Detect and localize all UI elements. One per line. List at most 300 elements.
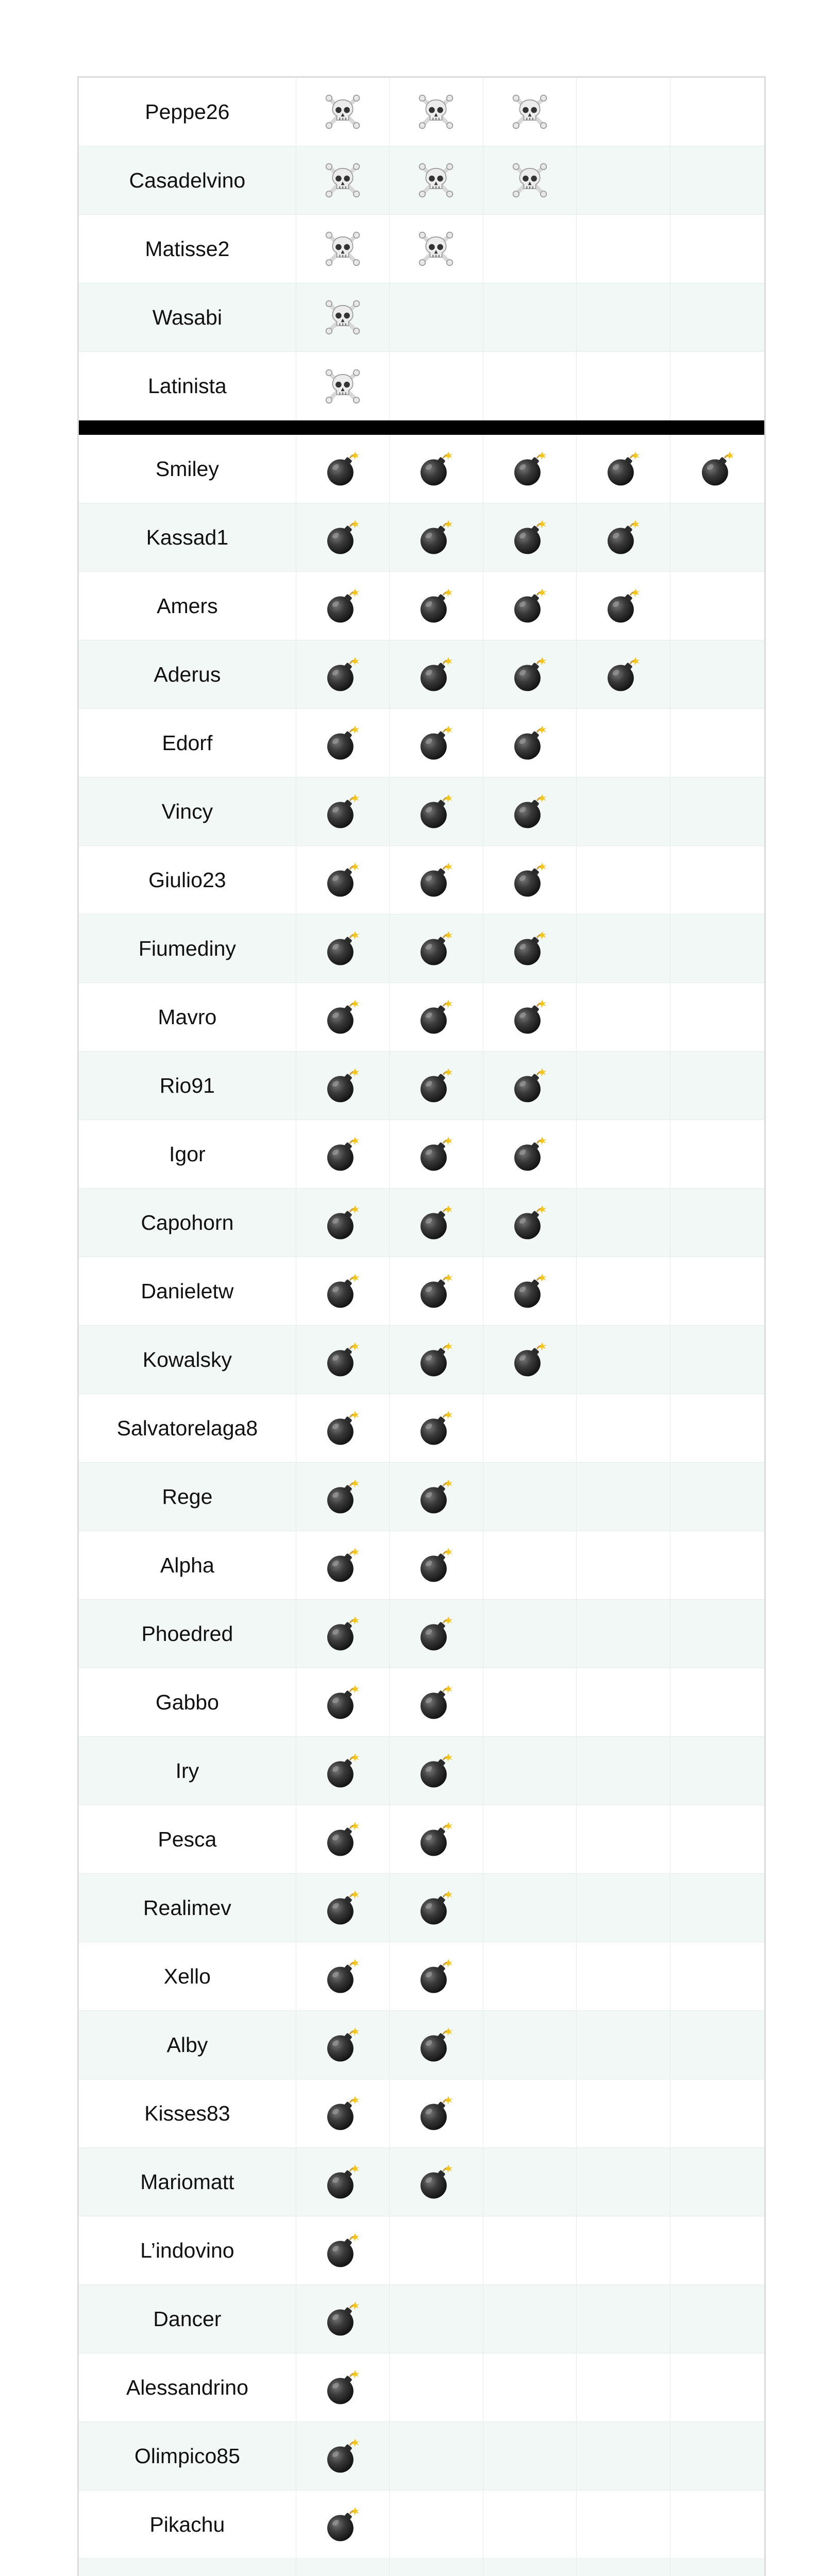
- marker-cell: [670, 2422, 764, 2490]
- bomb-icon: [511, 1135, 549, 1173]
- marker-cell: [296, 1394, 390, 1462]
- table-row: [79, 1394, 764, 1463]
- player-name: Kowalsky: [79, 1326, 296, 1394]
- bomb-icon: [417, 518, 455, 556]
- marker-cell: [670, 1394, 764, 1462]
- marker-cell: [390, 1120, 483, 1188]
- skull-crossbones-icon: [417, 230, 455, 268]
- marker-cell: [296, 640, 390, 708]
- bomb-icon: [511, 587, 549, 625]
- marker-cell: [483, 1257, 577, 1325]
- marker-cell: [483, 2216, 577, 2284]
- player-name: Rio91: [79, 1052, 296, 1120]
- bomb-icon: [417, 2163, 455, 2201]
- marker-cell: [577, 1326, 670, 1394]
- marker-cell: [296, 2011, 390, 2079]
- bomb-icon: [417, 1066, 455, 1105]
- marker-cell: [483, 352, 577, 420]
- marker-cell: [390, 1326, 483, 1394]
- marker-cell: [577, 1463, 670, 1531]
- marker-cell: [390, 1805, 483, 1873]
- marker-cell: [577, 352, 670, 420]
- marker-cell: [296, 215, 390, 283]
- marker-cell: [296, 1942, 390, 2010]
- table-row: [79, 983, 764, 1052]
- bomb-icon: [604, 655, 642, 693]
- marker-cell: [670, 283, 764, 351]
- bomb-icon: [324, 450, 362, 488]
- marker-cell: [670, 2559, 764, 2576]
- marker-cell: [483, 709, 577, 777]
- marker-cell: [670, 1737, 764, 1805]
- table-row: [79, 640, 764, 709]
- table-row: [79, 1463, 764, 1531]
- marker-cell: [577, 2353, 670, 2421]
- marker-cell: [670, 435, 764, 503]
- skull-crossbones-icon: [417, 93, 455, 131]
- bomb-icon: [324, 1341, 362, 1379]
- bomb-icon: [417, 1204, 455, 1242]
- bomb-icon: [324, 2026, 362, 2064]
- bomb-icon: [324, 655, 362, 693]
- table-row: [79, 1942, 764, 2011]
- marker-cell: [670, 1874, 764, 1942]
- marker-cell: [670, 503, 764, 571]
- marker-cell: [390, 1668, 483, 1736]
- marker-cell: [483, 1805, 577, 1873]
- table-row: [79, 352, 764, 420]
- bomb-icon: [698, 450, 736, 488]
- player-name: Fiumediny: [79, 914, 296, 982]
- marker-cell: [296, 2559, 390, 2576]
- marker-cell: [670, 1120, 764, 1188]
- marker-cell: [483, 1737, 577, 1805]
- bomb-icon: [324, 2368, 362, 2406]
- table-row: [79, 1668, 764, 1737]
- table-row: [79, 1531, 764, 1600]
- marker-cell: [670, 1463, 764, 1531]
- marker-cell: [577, 1668, 670, 1736]
- marker-cell: [483, 914, 577, 982]
- player-name: Xello: [79, 1942, 296, 2010]
- marker-cell: [483, 1394, 577, 1462]
- marker-cell: [670, 1052, 764, 1120]
- marker-cell: [670, 1531, 764, 1599]
- player-name: Olimpico85: [79, 2422, 296, 2490]
- bomb-icon: [417, 1889, 455, 1927]
- marker-cell: [577, 846, 670, 914]
- marker-cell: [483, 1874, 577, 1942]
- marker-cell: [483, 572, 577, 640]
- bomb-icon: [324, 1546, 362, 1584]
- marker-cell: [296, 435, 390, 503]
- bomb-icon: [511, 1272, 549, 1310]
- marker-cell: [390, 1394, 483, 1462]
- bomb-icon: [511, 1066, 549, 1105]
- table-row: [79, 283, 764, 352]
- player-name: Latinista: [79, 352, 296, 420]
- table-row: [79, 1805, 764, 1874]
- bomb-icon: [511, 998, 549, 1036]
- bomb-icon: [324, 1683, 362, 1721]
- skull-crossbones-icon: [324, 93, 362, 131]
- bomb-icon: [511, 724, 549, 762]
- marker-cell: [577, 1531, 670, 1599]
- marker-cell: [296, 1805, 390, 1873]
- marker-cell: [390, 1463, 483, 1531]
- marker-cell: [390, 2011, 483, 2079]
- player-name: Kisses83: [79, 2079, 296, 2147]
- table-row: [79, 78, 764, 146]
- player-name: Iry: [79, 1737, 296, 1805]
- bomb-icon: [511, 655, 549, 693]
- marker-cell: [296, 503, 390, 571]
- marker-cell: [296, 1052, 390, 1120]
- marker-cell: [390, 503, 483, 571]
- bomb-icon: [417, 1409, 455, 1447]
- player-name: Wasabi: [79, 283, 296, 351]
- marker-cell: [670, 1942, 764, 2010]
- table-row: [79, 914, 764, 983]
- marker-cell: [577, 1737, 670, 1805]
- player-name: Igor: [79, 1120, 296, 1188]
- marker-cell: [483, 640, 577, 708]
- bomb-icon: [324, 861, 362, 899]
- bomb-icon: [417, 1546, 455, 1584]
- table-row: [79, 1257, 764, 1326]
- bomb-icon: [604, 450, 642, 488]
- bomb-icon: [511, 861, 549, 899]
- marker-cell: [577, 146, 670, 214]
- player-name: Mavro: [79, 983, 296, 1051]
- bomb-icon: [417, 1341, 455, 1379]
- table-row: [79, 1120, 764, 1189]
- marker-cell: [670, 846, 764, 914]
- marker-cell: [670, 2148, 764, 2216]
- marker-cell: [296, 1874, 390, 1942]
- player-name: Vincy: [79, 777, 296, 845]
- marker-cell: [390, 1737, 483, 1805]
- bomb-icon: [511, 1341, 549, 1379]
- skull-crossbones-icon: [511, 93, 549, 131]
- marker-cell: [483, 983, 577, 1051]
- marker-cell: [296, 1326, 390, 1394]
- marker-cell: [670, 146, 764, 214]
- table-row: [79, 1737, 764, 1805]
- player-name: L’indovino: [79, 2216, 296, 2284]
- player-name: Dancer: [79, 2285, 296, 2353]
- marker-cell: [390, 1600, 483, 1668]
- skull-crossbones-icon: [324, 367, 362, 405]
- table-row: [79, 2422, 764, 2490]
- table-row: [79, 2079, 764, 2148]
- marker-cell: [577, 2216, 670, 2284]
- marker-cell: [577, 1394, 670, 1462]
- marker-cell: [670, 1326, 764, 1394]
- marker-cell: [296, 352, 390, 420]
- marker-cell: [483, 435, 577, 503]
- scoreboard: [77, 76, 766, 2576]
- table-row: [79, 435, 764, 503]
- marker-cell: [483, 846, 577, 914]
- skull-crossbones-icon: [324, 298, 362, 336]
- table-row: [79, 1326, 764, 1394]
- marker-cell: [296, 1668, 390, 1736]
- player-name: Peppe26: [79, 78, 296, 146]
- player-name: Mariomatt: [79, 2148, 296, 2216]
- marker-cell: [390, 146, 483, 214]
- table-row: [79, 2490, 764, 2559]
- marker-cell: [577, 215, 670, 283]
- marker-cell: [390, 352, 483, 420]
- marker-cell: [670, 2011, 764, 2079]
- marker-cell: [390, 78, 483, 146]
- marker-cell: [670, 709, 764, 777]
- marker-cell: [390, 283, 483, 351]
- marker-cell: [670, 2285, 764, 2353]
- marker-cell: [296, 2216, 390, 2284]
- marker-cell: [390, 914, 483, 982]
- marker-cell: [390, 846, 483, 914]
- player-name: Aderus: [79, 640, 296, 708]
- marker-cell: [296, 1531, 390, 1599]
- player-name: Pikachu: [79, 2490, 296, 2558]
- bomb-icon: [417, 2094, 455, 2132]
- player-name: Capohorn: [79, 1189, 296, 1257]
- marker-cell: [390, 2559, 483, 2576]
- marker-cell: [483, 78, 577, 146]
- marker-cell: [390, 2353, 483, 2421]
- marker-cell: [577, 2559, 670, 2576]
- bomb-icon: [324, 1272, 362, 1310]
- bomb-icon: [324, 2437, 362, 2475]
- table-row: [79, 503, 764, 572]
- marker-cell: [670, 640, 764, 708]
- skull-crossbones-icon: [324, 230, 362, 268]
- bomb-icon: [324, 1135, 362, 1173]
- player-name: Alby: [79, 2011, 296, 2079]
- bomb-icon: [417, 1957, 455, 1995]
- marker-cell: [296, 1600, 390, 1668]
- marker-cell: [483, 2353, 577, 2421]
- bomb-icon: [417, 1683, 455, 1721]
- marker-cell: [296, 1737, 390, 1805]
- marker-cell: [390, 1942, 483, 2010]
- player-name: Salvatorelaga8: [79, 1394, 296, 1462]
- marker-cell: [390, 1189, 483, 1257]
- marker-cell: [390, 1052, 483, 1120]
- marker-cell: [296, 1189, 390, 1257]
- marker-cell: [577, 983, 670, 1051]
- marker-cell: [483, 1942, 577, 2010]
- bomb-icon: [324, 2505, 362, 2544]
- marker-cell: [390, 1531, 483, 1599]
- table-row: [79, 1600, 764, 1668]
- marker-cell: [670, 1668, 764, 1736]
- marker-cell: [577, 1189, 670, 1257]
- bomb-icon: [604, 587, 642, 625]
- bomb-icon: [417, 929, 455, 968]
- marker-cell: [483, 1189, 577, 1257]
- marker-cell: [483, 283, 577, 351]
- table-row: [79, 2216, 764, 2285]
- bomb-icon: [511, 450, 549, 488]
- bomb-icon: [417, 587, 455, 625]
- marker-cell: [670, 2216, 764, 2284]
- marker-cell: [296, 78, 390, 146]
- bomb-icon: [417, 1272, 455, 1310]
- marker-cell: [670, 914, 764, 982]
- marker-cell: [670, 983, 764, 1051]
- marker-cell: [670, 215, 764, 283]
- marker-cell: [390, 572, 483, 640]
- table-row: [79, 1189, 764, 1257]
- marker-cell: [390, 709, 483, 777]
- marker-cell: [390, 2285, 483, 2353]
- table-row: [79, 1052, 764, 1120]
- bomb-icon: [324, 998, 362, 1036]
- marker-cell: [296, 2285, 390, 2353]
- player-name: Danieletw: [79, 1257, 296, 1325]
- table-row: [79, 777, 764, 846]
- marker-cell: [670, 78, 764, 146]
- marker-cell: [577, 914, 670, 982]
- marker-cell: [390, 2490, 483, 2558]
- marker-cell: [577, 1805, 670, 1873]
- player-name: Pesca: [79, 1805, 296, 1873]
- marker-cell: [483, 2559, 577, 2576]
- player-name: Matisse2: [79, 215, 296, 283]
- marker-cell: [670, 1600, 764, 1668]
- table-row: [79, 2011, 764, 2079]
- bomb-icon: [324, 724, 362, 762]
- bomb-icon: [324, 792, 362, 831]
- marker-cell: [390, 2148, 483, 2216]
- marker-cell: [296, 1463, 390, 1531]
- bomb-icon: [511, 792, 549, 831]
- table-row: [79, 215, 764, 283]
- marker-cell: [483, 2011, 577, 2079]
- player-name: Amers: [79, 572, 296, 640]
- marker-cell: [390, 640, 483, 708]
- marker-cell: [296, 983, 390, 1051]
- bomb-icon: [417, 655, 455, 693]
- marker-cell: [483, 2148, 577, 2216]
- skull-crossbones-icon: [324, 161, 362, 199]
- bomb-icon: [324, 2163, 362, 2201]
- marker-cell: [577, 2011, 670, 2079]
- bomb-icon: [324, 1752, 362, 1790]
- marker-cell: [390, 215, 483, 283]
- marker-cell: [577, 709, 670, 777]
- bomb-icon: [417, 1135, 455, 1173]
- bomb-icon: [417, 1752, 455, 1790]
- marker-cell: [390, 983, 483, 1051]
- bomb-icon: [324, 1889, 362, 1927]
- marker-cell: [296, 777, 390, 845]
- marker-cell: [577, 1052, 670, 1120]
- bomb-icon: [324, 1820, 362, 1858]
- group-divider: [79, 420, 764, 435]
- marker-cell: [296, 709, 390, 777]
- player-name: [79, 2559, 296, 2576]
- marker-cell: [577, 1942, 670, 2010]
- bomb-icon: [417, 1820, 455, 1858]
- marker-cell: [296, 146, 390, 214]
- skull-crossbones-icon: [417, 161, 455, 199]
- bomb-icon: [417, 998, 455, 1036]
- player-name: Realimev: [79, 1874, 296, 1942]
- bomb-icon: [324, 1478, 362, 1516]
- marker-cell: [296, 2422, 390, 2490]
- marker-cell: [670, 572, 764, 640]
- marker-cell: [296, 846, 390, 914]
- marker-cell: [483, 1531, 577, 1599]
- marker-cell: [390, 1874, 483, 1942]
- marker-cell: [483, 215, 577, 283]
- skull-crossbones-icon: [511, 161, 549, 199]
- marker-cell: [670, 1189, 764, 1257]
- marker-cell: [296, 2148, 390, 2216]
- marker-cell: [296, 1120, 390, 1188]
- bomb-icon: [417, 450, 455, 488]
- marker-cell: [296, 2353, 390, 2421]
- player-name: Casadelvino: [79, 146, 296, 214]
- marker-cell: [577, 78, 670, 146]
- marker-cell: [296, 914, 390, 982]
- bomb-icon: [324, 2300, 362, 2338]
- bomb-icon: [324, 1204, 362, 1242]
- marker-cell: [577, 2079, 670, 2147]
- marker-cell: [577, 435, 670, 503]
- player-name: Alessandrino: [79, 2353, 296, 2421]
- marker-cell: [670, 777, 764, 845]
- marker-cell: [483, 146, 577, 214]
- marker-cell: [577, 503, 670, 571]
- bomb-icon: [511, 518, 549, 556]
- marker-cell: [577, 2148, 670, 2216]
- bomb-icon: [324, 587, 362, 625]
- marker-cell: [390, 2079, 483, 2147]
- bomb-icon: [324, 1957, 362, 1995]
- marker-cell: [296, 283, 390, 351]
- marker-cell: [670, 2490, 764, 2558]
- player-name: Smiley: [79, 435, 296, 503]
- bomb-icon: [324, 1066, 362, 1105]
- table-row: [79, 846, 764, 914]
- marker-cell: [577, 1120, 670, 1188]
- marker-cell: [483, 777, 577, 845]
- marker-cell: [577, 640, 670, 708]
- marker-cell: [483, 2490, 577, 2558]
- bomb-icon: [324, 929, 362, 968]
- marker-cell: [296, 2490, 390, 2558]
- marker-cell: [483, 1600, 577, 1668]
- bomb-icon: [324, 1409, 362, 1447]
- player-name: Rege: [79, 1463, 296, 1531]
- player-name: Gabbo: [79, 1668, 296, 1736]
- eliminated-players-group: [79, 78, 764, 420]
- marker-cell: [483, 2422, 577, 2490]
- marker-cell: [483, 1463, 577, 1531]
- table-row: [79, 1874, 764, 1942]
- player-name: Phoedred: [79, 1600, 296, 1668]
- bomb-icon: [324, 1615, 362, 1653]
- marker-cell: [577, 1600, 670, 1668]
- bomb-icon: [417, 2026, 455, 2064]
- bomb-icon: [604, 518, 642, 556]
- table-row: [79, 572, 764, 640]
